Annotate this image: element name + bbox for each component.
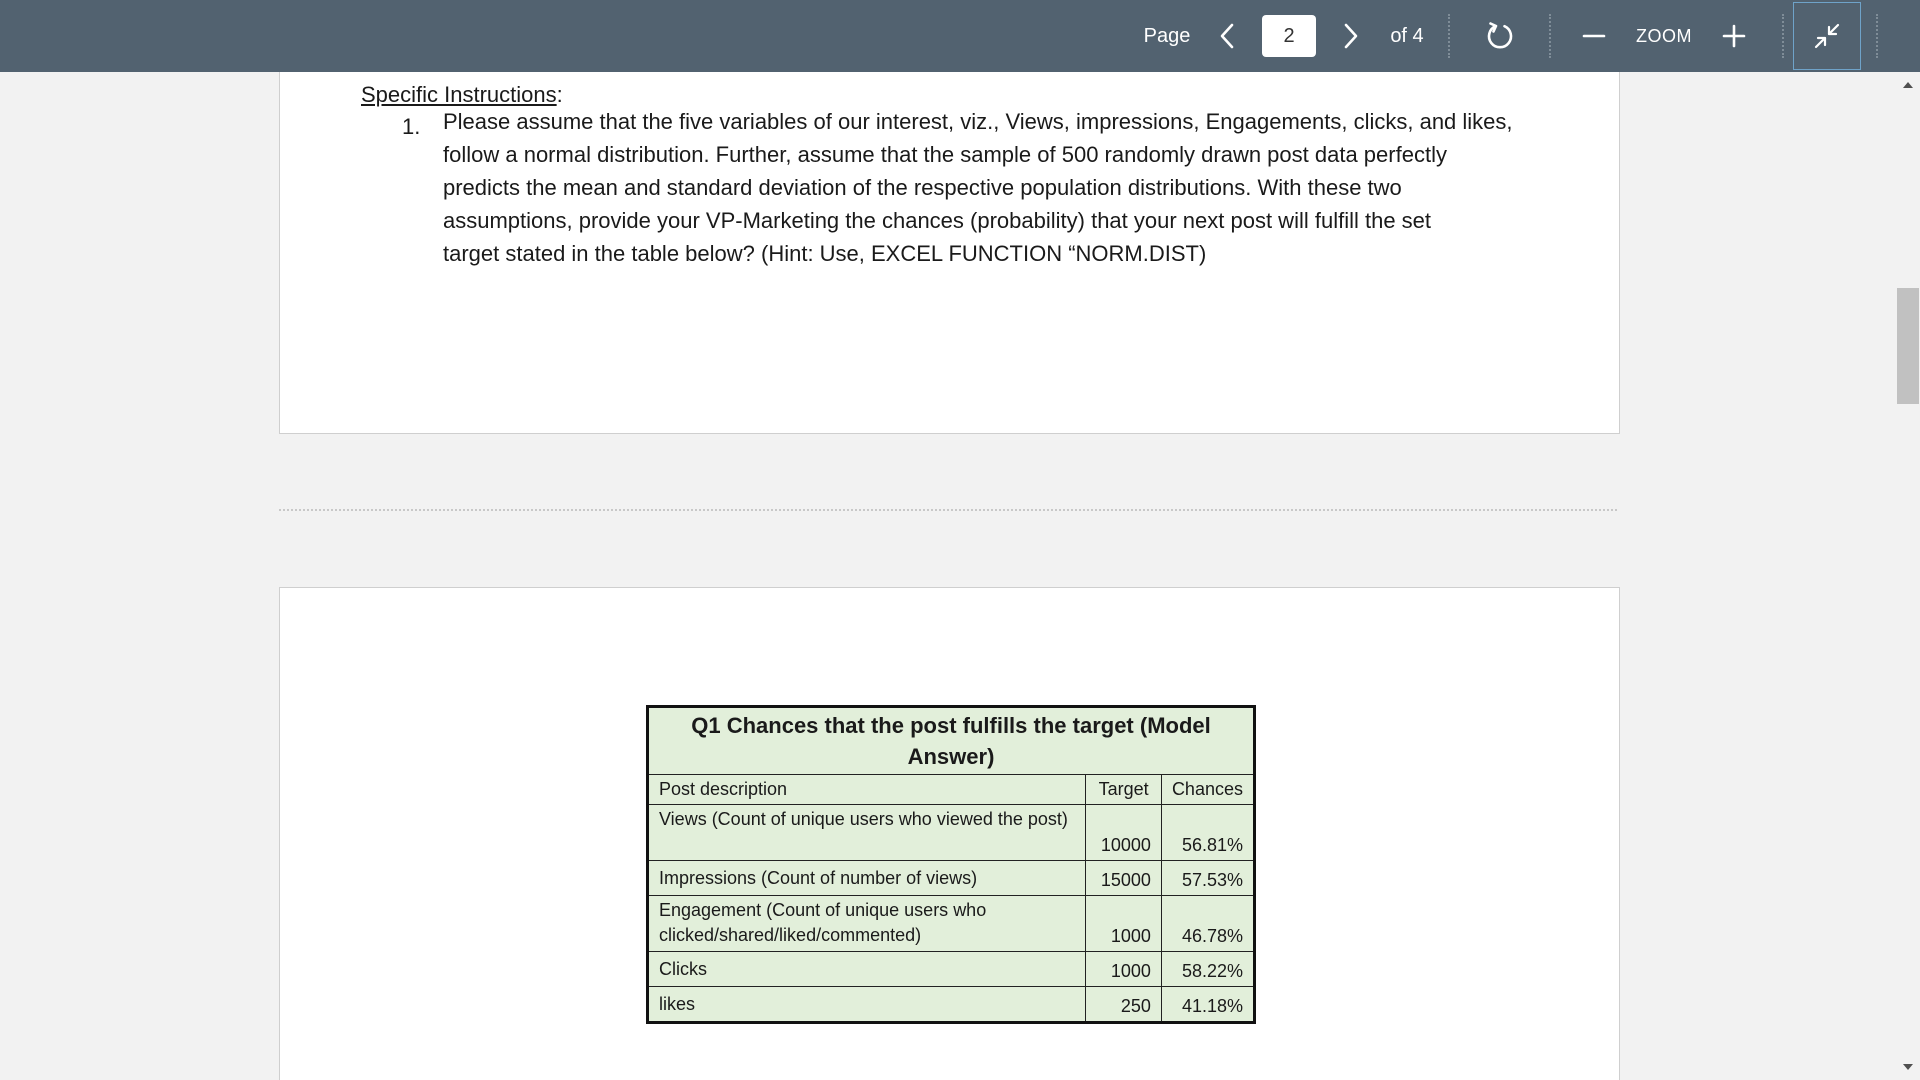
vertical-scrollbar[interactable] (1896, 72, 1920, 1080)
paragraph-line: target stated in the table below? (Hint: Use, EXCEL FUNCTION “NORM.DIST) (443, 241, 1207, 266)
list-number: 1. (402, 114, 421, 139)
section-heading: Specific Instructions: (361, 82, 563, 107)
table-cell: likes (648, 987, 1086, 1023)
table-cell: 1000 (1086, 896, 1162, 952)
table-cell: 46.78% (1161, 896, 1254, 952)
paragraph-line: Please assume that the five variables of our interest, viz., Views, impressions, Engagements, clicks, and likes, (443, 109, 1513, 134)
collapse-icon (1813, 22, 1841, 50)
toolbar-separator (1876, 14, 1878, 58)
table-cell: 10000 (1086, 805, 1162, 861)
scroll-up-button[interactable] (1896, 74, 1920, 96)
refresh-icon (1484, 20, 1516, 52)
page-count-label: of 4 (1390, 24, 1424, 47)
table-header-row (648, 775, 1255, 805)
paragraph-line: assumptions, provide your VP-Marketing the chances (probability) that your next post will fulfill the set (443, 208, 1432, 233)
page-input-wrapper (1262, 0, 1316, 72)
column-header: Target (1086, 775, 1162, 805)
caret-down-icon (1902, 1063, 1914, 1071)
table-title: Q1 Chances that the post fulfills the target (Model Answer) (648, 707, 1255, 775)
table-cell: 58.22% (1161, 952, 1254, 987)
paragraph-line: predicts the mean and standard deviation of the respective population distributions. With these two (443, 175, 1402, 200)
zoom-out-button[interactable] (1578, 0, 1610, 72)
table-cell: Engagement (Count of unique users who clicked/shared/liked/commented) (648, 896, 1086, 952)
table-cell: 1000 (1086, 952, 1162, 987)
chevron-right-icon (1343, 23, 1359, 49)
zoom-in-button[interactable] (1717, 0, 1751, 72)
chevron-left-icon (1219, 23, 1235, 49)
table-row (648, 861, 1255, 896)
caret-up-icon (1902, 81, 1914, 89)
column-header: Chances (1161, 775, 1254, 805)
refresh-button[interactable] (1480, 0, 1520, 72)
model-answer-table (646, 705, 1256, 1024)
table-cell: Views (Count of unique users who viewed the post) (648, 805, 1086, 861)
document-page (279, 72, 1620, 434)
table-cell: 56.81% (1161, 805, 1254, 861)
page-label: Page (1143, 24, 1191, 47)
page-break-divider (279, 509, 1617, 511)
table-cell: 250 (1086, 987, 1162, 1023)
table-row (648, 952, 1255, 987)
zoom-label: ZOOM (1636, 25, 1692, 46)
document-viewport (0, 72, 1896, 1080)
toolbar-separator (1549, 14, 1551, 58)
document-page (279, 587, 1620, 1080)
column-header: Post description (648, 775, 1086, 805)
exit-fullscreen-button[interactable] (1793, 2, 1861, 70)
paragraph-line: follow a normal distribution. Further, assume that the sample of 500 randomly drawn post data perfectly (443, 142, 1447, 167)
next-page-button[interactable] (1336, 0, 1366, 72)
table-row (648, 987, 1255, 1023)
table-cell: 15000 (1086, 861, 1162, 896)
instruction-paragraph (443, 105, 1553, 270)
table-cell: Impressions (Count of number of views) (648, 861, 1086, 896)
page-number-input[interactable] (1262, 15, 1316, 57)
table-row (648, 805, 1255, 861)
scroll-down-button[interactable] (1896, 1056, 1920, 1078)
minus-icon (1582, 24, 1606, 48)
toolbar-separator (1448, 14, 1450, 58)
previous-page-button[interactable] (1212, 0, 1242, 72)
viewer-toolbar (0, 0, 1920, 72)
table-cell: 41.18% (1161, 987, 1254, 1023)
plus-icon (1722, 24, 1746, 48)
table-cell: 57.53% (1161, 861, 1254, 896)
toolbar-separator (1782, 14, 1784, 58)
table-cell: Clicks (648, 952, 1086, 987)
table-row (648, 896, 1255, 952)
scrollbar-thumb[interactable] (1897, 288, 1919, 404)
